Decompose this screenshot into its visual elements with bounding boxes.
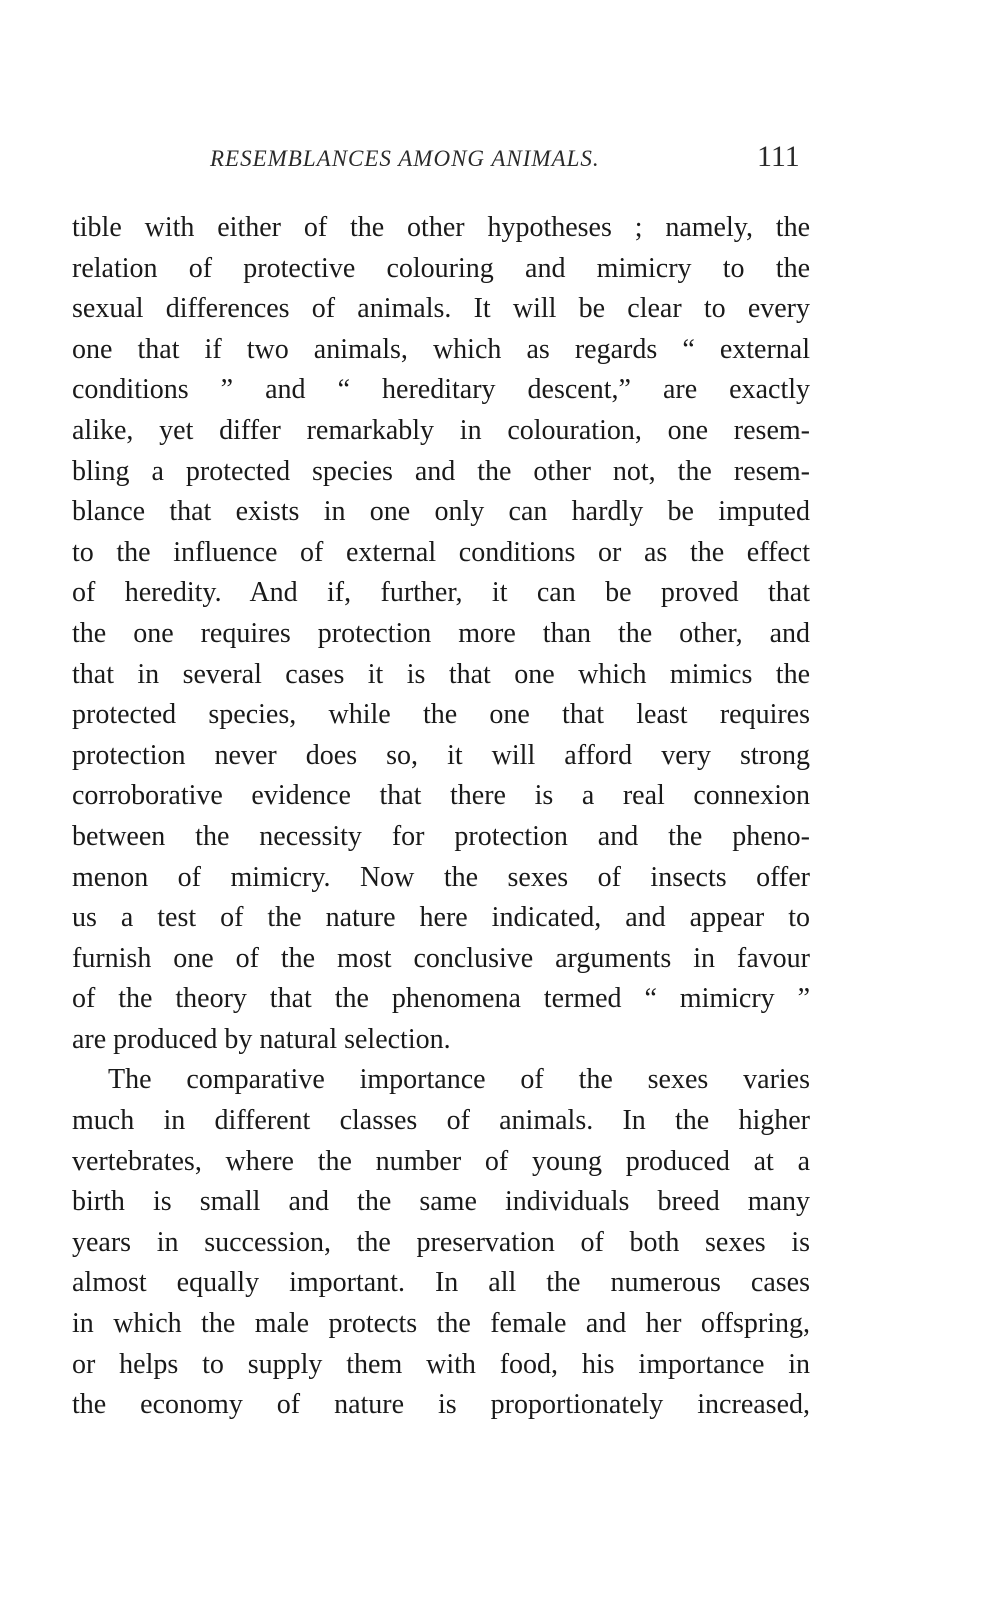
page-header: [180, 140, 820, 180]
text-line: furnish one of the most conclusive arguments in favour: [72, 942, 810, 974]
text-line: corroborative evidence that there is a real connexion: [72, 780, 810, 812]
paragraph-1: [72, 208, 810, 1060]
text-line: conditions ” and “ hereditary descent,” are exactly: [72, 374, 810, 406]
text-line: that in several cases it is that one which mimics the: [72, 658, 810, 690]
text-line: are produced by natural selection.: [72, 1023, 451, 1055]
paragraph-2: [72, 1060, 810, 1425]
text-line: years in succession, the preservation of both sexes is: [72, 1226, 810, 1258]
text-line: alike, yet differ remarkably in colouration, one resem-: [72, 414, 810, 446]
text-line: to the influence of external conditions or as the effect: [72, 536, 810, 568]
body-text: [72, 208, 810, 1426]
text-line: or helps to supply them with food, his importance in: [72, 1348, 810, 1380]
text-line: bling a protected species and the other not, the resem-: [72, 455, 810, 487]
page-number: 111: [757, 140, 800, 173]
text-line: of the theory that the phenomena termed “ mimicry ”: [72, 983, 810, 1015]
text-line: relation of protective colouring and mimicry to the: [72, 252, 810, 284]
text-line: protected species, while the one that least requires: [72, 699, 810, 731]
text-line: menon of mimicry. Now the sexes of insects offer: [72, 861, 810, 893]
text-line: almost equally important. In all the numerous cases: [72, 1267, 810, 1299]
text-line: blance that exists in one only can hardly be imputed: [72, 496, 810, 528]
text-line: sexual differences of animals. It will be clear to every: [72, 293, 810, 325]
text-line: of heredity. And if, further, it can be proved that: [72, 577, 810, 609]
text-line: much in different classes of animals. In the higher: [72, 1105, 810, 1137]
running-head: RESEMBLANCES AMONG ANIMALS.: [210, 146, 600, 171]
text-line: the one requires protection more than the other, and: [72, 617, 810, 649]
text-line: in which the male protects the female and her offspring,: [72, 1308, 810, 1340]
text-line: between the necessity for protection and the pheno-: [72, 820, 810, 852]
text-line: birth is small and the same individuals breed many: [72, 1186, 810, 1218]
text-line: tible with either of the other hypotheses ; namely, the: [72, 212, 810, 243]
text-line: protection never does so, it will afford very strong: [72, 739, 810, 771]
text-line: us a test of the nature here indicated, and appear to: [72, 902, 810, 934]
text-line: one that if two animals, which as regards “ external: [72, 333, 810, 365]
text-line: vertebrates, where the number of young produced at a: [72, 1145, 810, 1177]
text-line: the economy of nature is proportionately increased,: [72, 1389, 810, 1421]
text-line: The comparative importance of the sexes varies: [108, 1064, 810, 1096]
